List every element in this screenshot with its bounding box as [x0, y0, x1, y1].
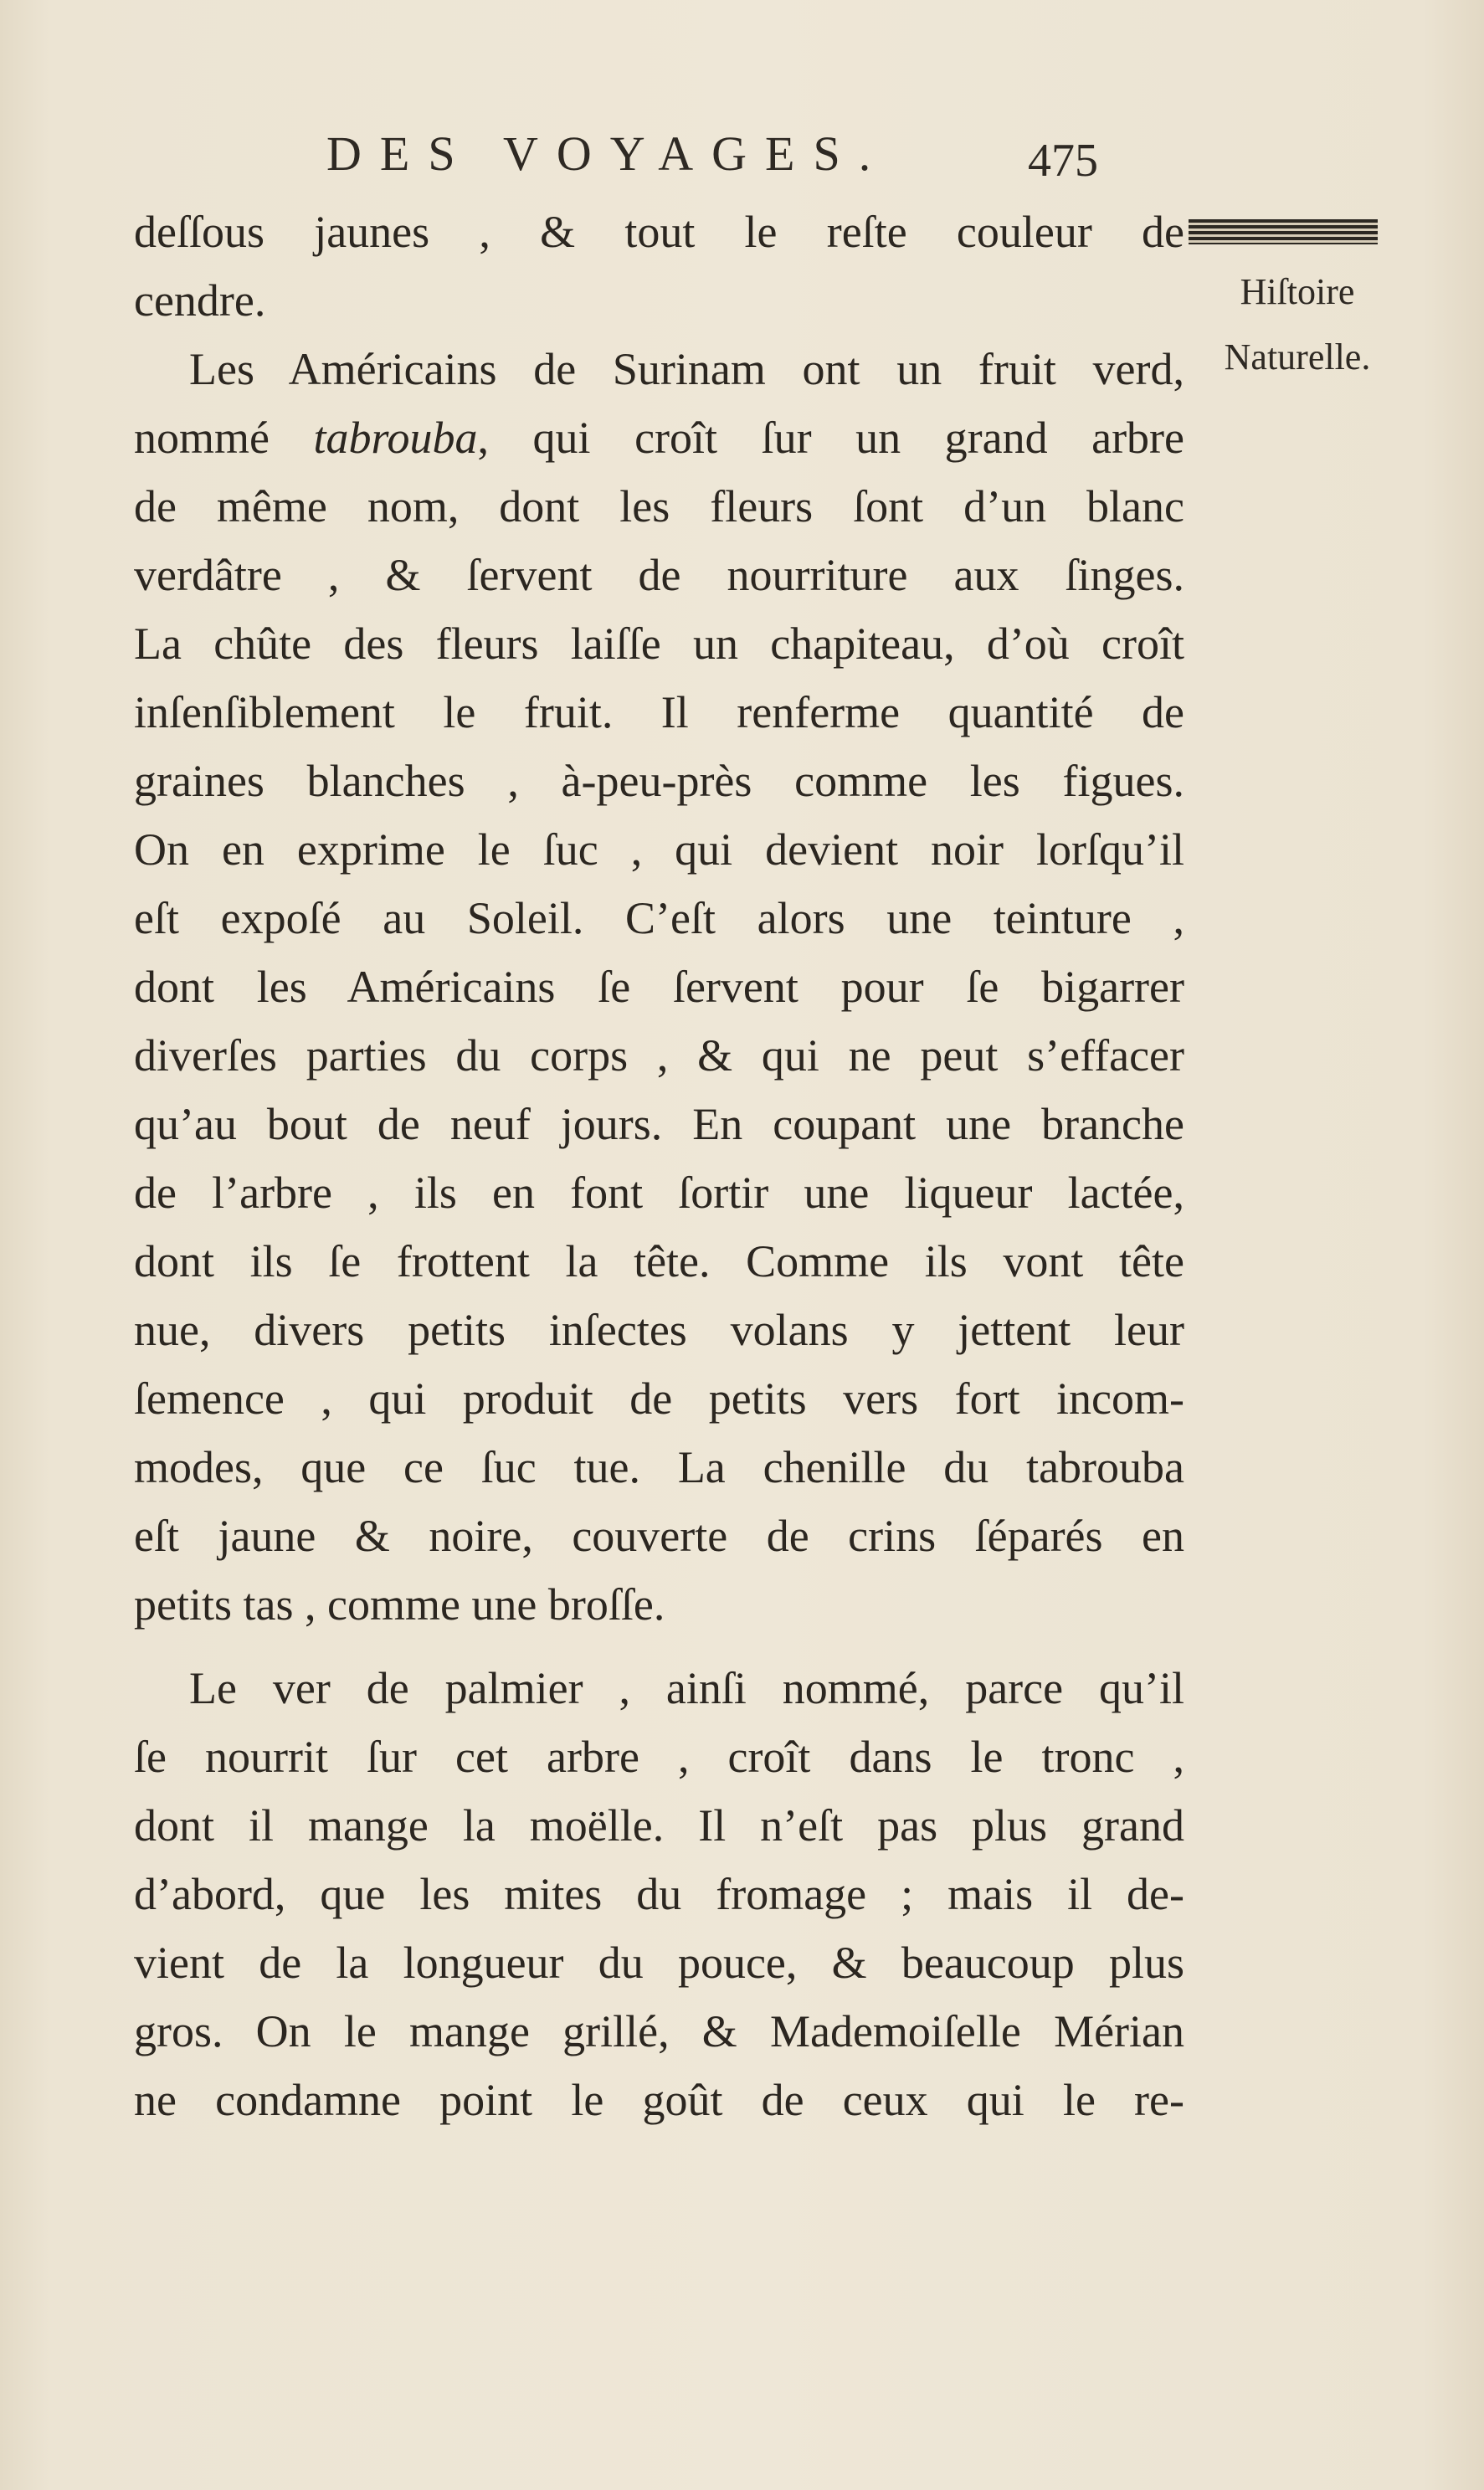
text-run: , qui croît ſur un grand arbre	[477, 413, 1184, 463]
text-line: graines blanches , à-peu-près comme les figues.	[134, 756, 1184, 806]
text-line: vient de la longueur du pouce, & beaucoup plus	[134, 1938, 1184, 1988]
text-line: dont ils ſe frottent la tête. Comme ils vont tête	[134, 1236, 1184, 1286]
margin-note-line: Naturelle.	[1224, 336, 1371, 377]
text-line: de l’arbre , ils en font ſortir une liqueur lactée,	[134, 1168, 1184, 1218]
text-line: cendre.	[134, 275, 266, 326]
text-line: On en exprime le ſuc , qui devient noir lorſqu’il	[134, 824, 1184, 875]
text-line: gros. On le mange grillé, & Mademoiſelle Mérian	[134, 2006, 1184, 2056]
text-line: d’abord, que les mites du fromage ; mais il de-	[134, 1869, 1184, 1919]
text-line: dont il mange la moëlle. Il n’eſt pas plus grand	[134, 1800, 1184, 1851]
margin-rule	[1189, 219, 1378, 244]
margin-note	[1172, 259, 1423, 390]
text-line: qu’au bout de neuf jours. En coupant une branche	[134, 1099, 1184, 1149]
text-line: nue, divers petits inſectes volans y jettent leur	[134, 1305, 1184, 1355]
text-line: Les Américains de Surinam ont un fruit verd,	[189, 344, 1184, 394]
text-run: nommé	[134, 413, 314, 463]
text-line: ſe nourrit ſur cet arbre , croît dans le tronc ,	[134, 1732, 1184, 1782]
text-line: inſenſiblement le fruit. Il renferme quantité de	[134, 687, 1184, 737]
text-line: eſt jaune & noire, couverte de crins ſéparés en	[134, 1511, 1184, 1561]
text-line: ſemence , qui produit de petits vers fort incom-	[134, 1373, 1184, 1424]
text-line: verdâtre , & ſervent de nourriture aux ſinges.	[134, 550, 1184, 600]
paragraph	[134, 198, 1184, 335]
text-line: eſt expoſé au Soleil. C’eſt alors une teinture ,	[134, 893, 1184, 943]
paragraph	[134, 335, 1184, 1639]
text-line: de même nom, dont les fleurs ſont d’un blanc	[134, 481, 1184, 531]
running-head: DES VOYAGES.	[326, 126, 890, 181]
text-line: diverſes parties du corps , & qui ne peut s’effacer	[134, 1030, 1184, 1081]
text-line: modes, que ce ſuc tue. La chenille du tabrouba	[134, 1442, 1184, 1492]
text-line: deſſous jaunes , & tout le reſte couleur de	[134, 207, 1184, 257]
paragraph-gap	[134, 1639, 1184, 1654]
text-line: Le ver de palmier , ainſi nommé, parce qu’il	[189, 1663, 1184, 1713]
page-number: 475	[1028, 135, 1098, 187]
italic-word: tabrouba	[313, 413, 478, 463]
margin-note-line: Hiſtoire	[1240, 271, 1355, 312]
text-line	[134, 403, 1184, 472]
body-text	[134, 198, 1184, 2134]
text-line: dont les Américains ſe ſervent pour ſe bigarrer	[134, 962, 1184, 1012]
text-line: ne condamne point le goût de ceux qui le re-	[134, 2075, 1184, 2125]
text-line: petits tas , comme une broſſe.	[134, 1579, 665, 1630]
paragraph	[134, 1654, 1184, 2134]
text-line: La chûte des fleurs laiſſe un chapiteau, d’où croît	[134, 619, 1184, 669]
